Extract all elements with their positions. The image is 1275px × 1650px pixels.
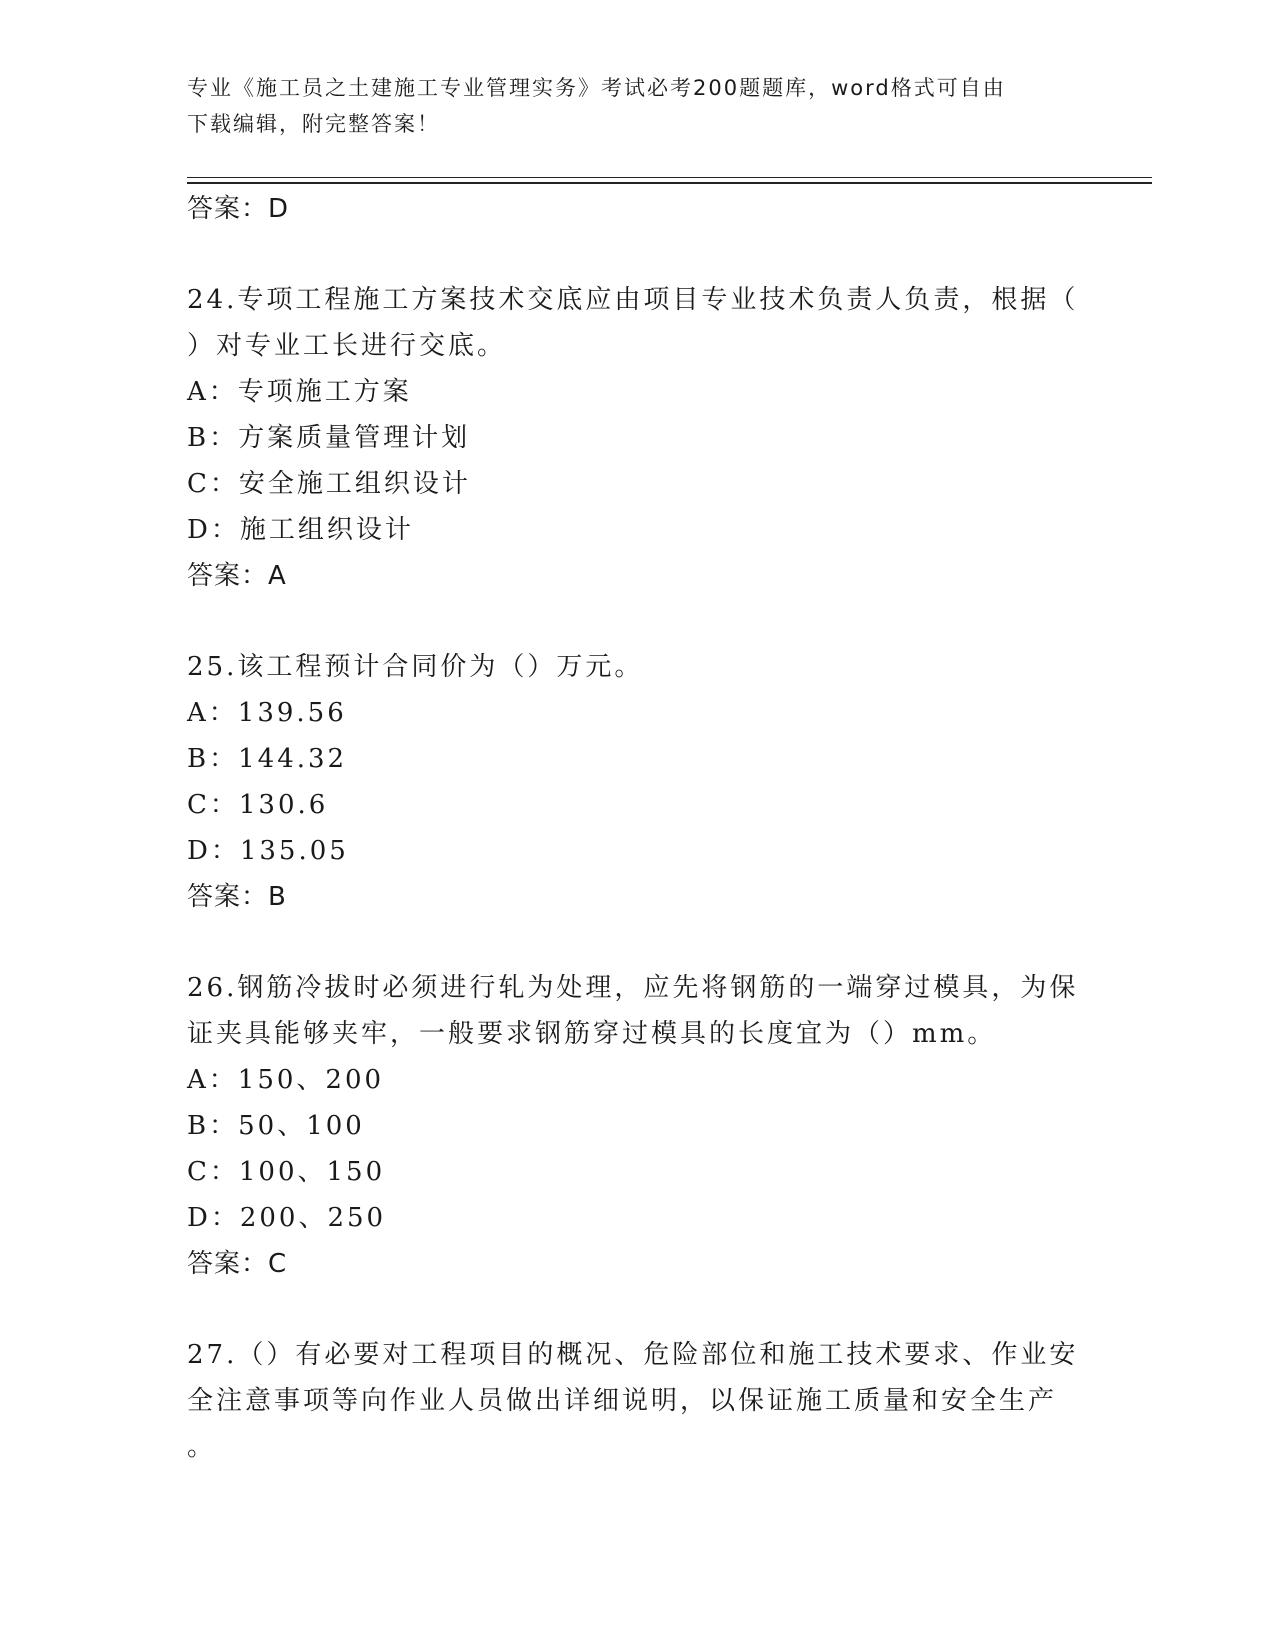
document-header [187,70,1067,142]
answer-label: 答案：D [187,194,290,224]
option-d: D：200、250 [187,1203,387,1233]
option-c: C：安全施工组织设计 [187,469,471,499]
header-divider [187,177,1152,178]
question-25 [187,644,1087,920]
question-stem: 。 [187,1432,217,1462]
option-b: B：方案质量管理计划 [187,423,471,453]
question-26 [187,965,1087,1287]
question-24 [187,277,1087,599]
question-27 [187,1332,1087,1470]
question-stem: 27.（）有必要对工程项目的概况、危险部位和施工技术要求、作业安 [187,1340,1079,1370]
answer-label: 答案：C [187,1249,288,1279]
answer-label: 答案：A [187,561,287,591]
question-list [187,186,1087,1470]
option-a: A：139.56 [187,698,347,728]
option-b: B：50、100 [187,1111,365,1141]
option-a: A：专项施工方案 [187,377,412,407]
option-a: A：150、200 [187,1065,385,1095]
question-stem: 证夹具能够夹牢，一般要求钢筋穿过模具的长度宜为（）mm。 [187,1019,997,1049]
question-stem: 24.专项工程施工方案技术交底应由项目专业技术负责人负责，根据（ [187,285,1079,315]
option-c: C：130.6 [187,790,329,820]
option-c: C：100、150 [187,1157,386,1187]
question-stem: ）对专业工长进行交底。 [187,331,507,361]
option-d: D：施工组织设计 [187,515,414,545]
answer-label: 答案：B [187,882,287,912]
question-stem: 全注意事项等向作业人员做出详细说明，以保证施工质量和安全生产 [187,1386,1058,1416]
header-divider-thick [187,182,1152,184]
option-d: D：135.05 [187,836,349,866]
header-line-2: 下载编辑，附完整答案！ [187,112,440,136]
question-stem: 25.该工程预计合同价为（）万元。 [187,652,644,682]
question-stem: 26.钢筋冷拔时必须进行轧为处理，应先将钢筋的一端穿过模具，为保 [187,973,1079,1003]
option-b: B：144.32 [187,744,348,774]
header-line-1: 专业《施工员之土建施工专业管理实务》考试必考200题题库，word格式可自由 [187,76,1006,100]
